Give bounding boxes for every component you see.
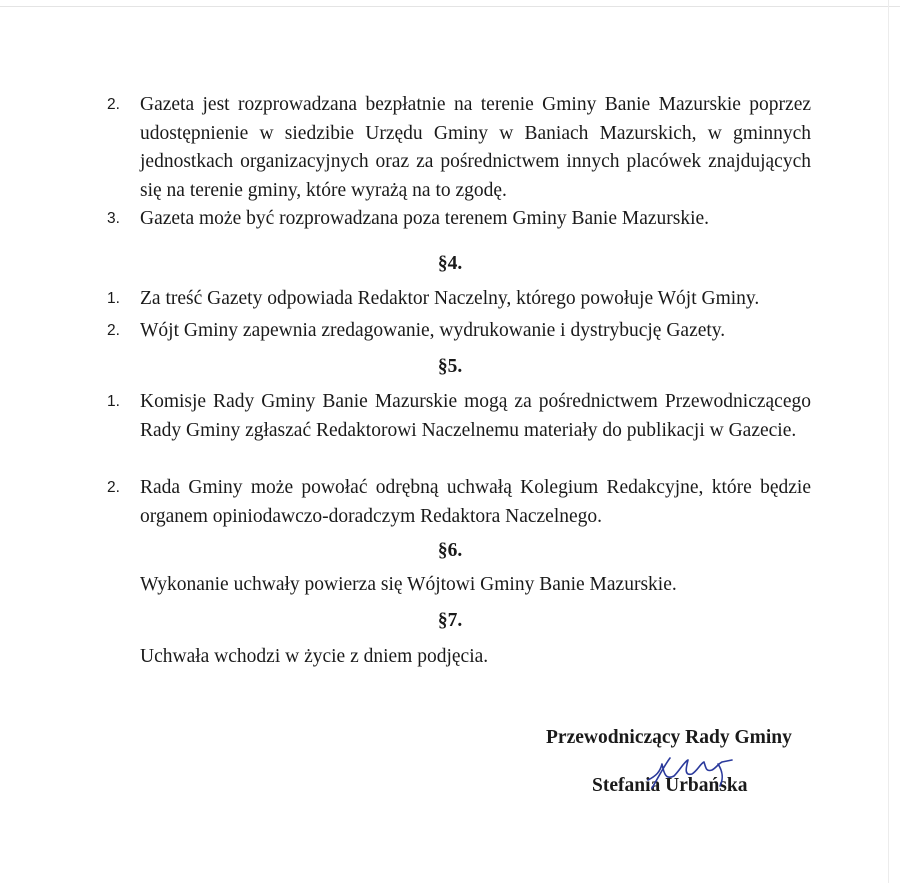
section-heading-4: §4. (437, 253, 463, 274)
section-heading-7: §7. (437, 610, 463, 631)
item-text: Komisje Rady Gminy Banie Mazurskie mogą za pośrednictwem Przewodniczącego Rady Gminy zgłaszać Redaktorowi Naczelnemu materiały do publikacji w Gazecie. (140, 391, 811, 441)
signatory-name: Stefania Urbańska (592, 775, 748, 796)
item-number: 2. (107, 96, 120, 113)
item-text: Rada Gminy może powołać odrębną uchwałą Kolegium Redakcyjne, które będzie organem opiniodawczo-doradczym Redaktora Naczelnego. (140, 477, 811, 527)
item-text: Za treść Gazety odpowiada Redaktor Naczelny, którego powołuje Wójt Gminy. (140, 288, 760, 309)
list-item-s3-3 (107, 205, 811, 234)
item-text: Gazeta jest rozprowadzana bezpłatnie na terenie Gminy Banie Mazurskie poprzez udostępnienie w siedzibie Urzędu Gminy w Baniach Mazurskich, w gminnych jednostkach organizacyjnych oraz za pośrednictwem innych placówek znajdujących się na terenie gminy, które wyrażą na to zgodę. (140, 94, 811, 201)
signature-stroke (648, 758, 732, 788)
section-heading-5: §5. (437, 356, 463, 377)
item-number: 2. (107, 322, 120, 339)
item-number: 1. (107, 290, 120, 307)
item-text: Wójt Gminy zapewnia zredagowanie, wydrukowanie i dystrybucję Gazety. (140, 320, 726, 341)
item-number: 3. (107, 210, 120, 227)
list-item-s3-2 (107, 91, 811, 205)
list-item-s4-2 (107, 317, 811, 346)
section-6-text: Wykonanie uchwały powierza się Wójtowi Gminy Banie Mazurskie. (140, 574, 677, 595)
list-item-s4-1 (107, 285, 811, 314)
signatory-title: Przewodniczący Rady Gminy (546, 727, 792, 748)
item-text: Gazeta może być rozprowadzana poza terenem Gminy Banie Mazurskie. (140, 208, 710, 229)
section-7-text: Uchwała wchodzi w życie z dniem podjęcia. (140, 646, 489, 667)
section-heading-6: §6. (437, 540, 463, 561)
item-number: 1. (107, 393, 120, 410)
list-item-s5-1 (107, 388, 811, 445)
handwritten-signature (640, 750, 740, 800)
item-number: 2. (107, 479, 120, 496)
list-item-s5-2 (107, 474, 811, 531)
